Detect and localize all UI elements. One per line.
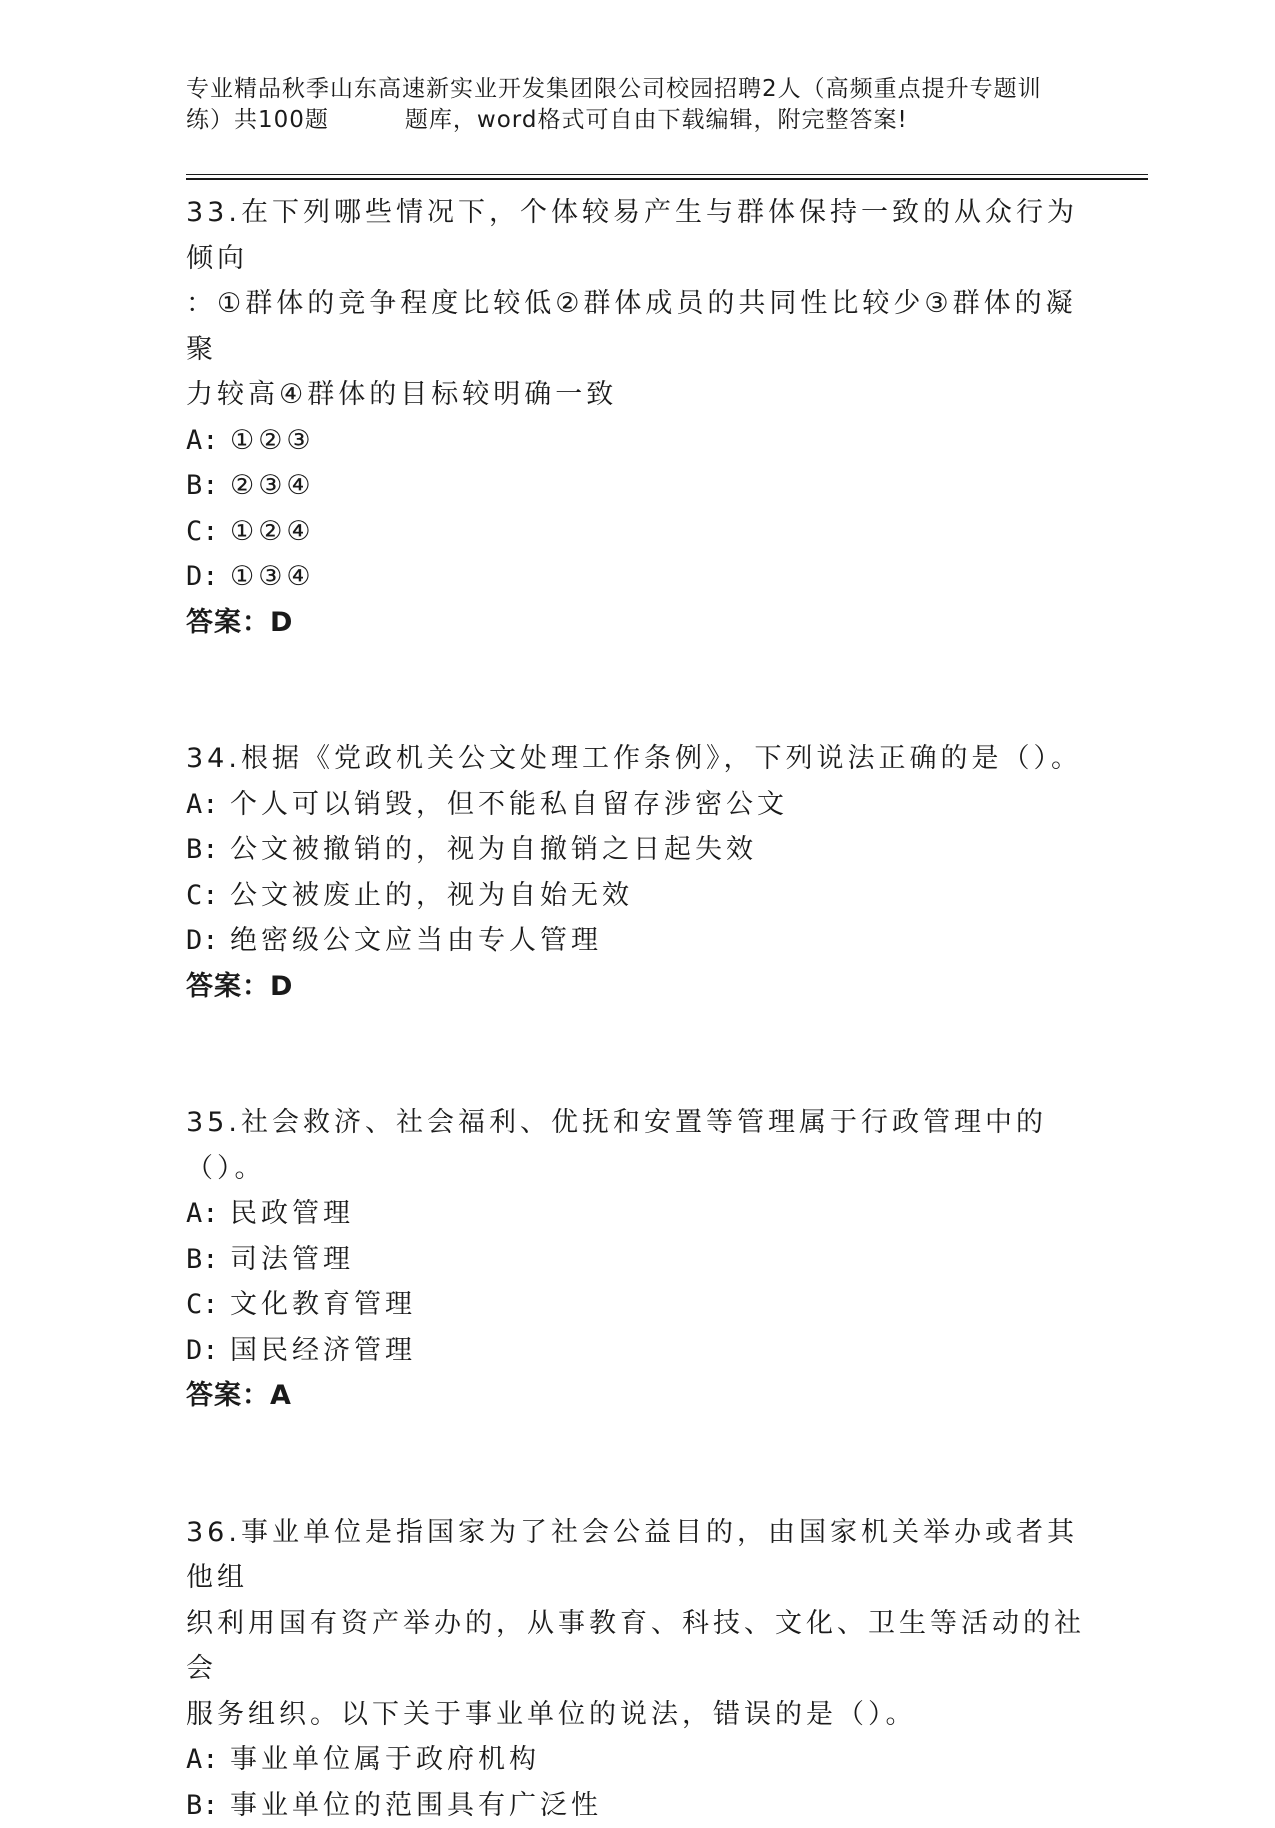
option-letter: C:: [186, 509, 230, 555]
header-line-1: 专业精品秋季山东高速新实业开发集团限公司校园招聘2人（高频重点提升专题训: [186, 74, 1086, 105]
question-stem-line: ：①群体的竞争程度比较低②群体成员的共同性比较少③群体的凝聚: [186, 281, 1086, 372]
option-letter: A:: [186, 782, 230, 828]
option-b: [186, 463, 1086, 509]
question-stem-line: 33.在下列哪些情况下，个体较易产生与群体保持一致的从众行为倾向: [186, 190, 1086, 281]
answer-line: 答案：D: [186, 964, 1086, 1010]
option-text: ②③④: [230, 470, 315, 501]
option-text: 司法管理: [230, 1244, 354, 1275]
page-header: [186, 74, 1086, 136]
option-letter: C:: [186, 1282, 230, 1328]
header-line-2-part-1: 练）共100题: [186, 107, 329, 133]
option-d: [186, 1328, 1086, 1374]
option-text: 公文被撤销的，视为自撤销之日起失效: [230, 834, 757, 865]
option-letter: B:: [186, 827, 230, 873]
option-c: [186, 509, 1086, 555]
header-line-2-part-2: 题库，word格式可自由下载编辑，附完整答案!: [405, 107, 908, 133]
question-stem-line: 36.事业单位是指国家为了社会公益目的，由国家机关举办或者其他组: [186, 1510, 1086, 1601]
option-d: [186, 554, 1086, 600]
question-stem-line: 34.根据《党政机关公文处理工作条例》，下列说法正确的是（）。: [186, 736, 1086, 782]
option-letter: C:: [186, 873, 230, 919]
question-36: [186, 1510, 1086, 1828]
option-letter: D:: [186, 918, 230, 964]
option-letter: A:: [186, 1191, 230, 1237]
option-a: [186, 1191, 1086, 1237]
option-text: 个人可以销毁，但不能私自留存涉密公文: [230, 789, 788, 820]
option-text: ①②④: [230, 516, 315, 547]
option-text: 事业单位属于政府机构: [230, 1744, 540, 1775]
option-letter: A:: [186, 1737, 230, 1783]
option-text: 民政管理: [230, 1198, 354, 1229]
option-text: 国民经济管理: [230, 1335, 416, 1366]
option-text: ①③④: [230, 561, 315, 592]
question-33: [186, 190, 1086, 645]
option-a: [186, 782, 1086, 828]
header-line-2: [186, 105, 1086, 136]
question-stem-line: 服务组织。以下关于事业单位的说法，错误的是（）。: [186, 1692, 1086, 1738]
option-d: [186, 918, 1086, 964]
option-b: [186, 1237, 1086, 1283]
option-b: [186, 827, 1086, 873]
option-a: [186, 418, 1086, 464]
option-b: [186, 1783, 1086, 1828]
option-a: [186, 1737, 1086, 1783]
option-letter: B:: [186, 1237, 230, 1283]
header-divider-thin: [186, 174, 1148, 175]
option-c: [186, 873, 1086, 919]
answer-line: 答案：A: [186, 1373, 1086, 1419]
option-text: 绝密级公文应当由专人管理: [230, 925, 602, 956]
option-text: 文化教育管理: [230, 1289, 416, 1320]
option-letter: D:: [186, 554, 230, 600]
option-text: 事业单位的范围具有广泛性: [230, 1790, 602, 1821]
question-list: [186, 190, 1086, 1828]
option-text: 公文被废止的，视为自始无效: [230, 880, 633, 911]
question-stem-line: 织利用国有资产举办的，从事教育、科技、文化、卫生等活动的社会: [186, 1601, 1086, 1692]
question-34: [186, 736, 1086, 1009]
question-stem-line: 力较高④群体的目标较明确一致: [186, 372, 1086, 418]
option-letter: B:: [186, 463, 230, 509]
question-stem-line: 35.社会救济、社会福利、优抚和安置等管理属于行政管理中的（）。: [186, 1100, 1086, 1191]
option-letter: D:: [186, 1328, 230, 1374]
option-letter: A:: [186, 418, 230, 464]
option-text: ①②③: [230, 425, 315, 456]
answer-line: 答案：D: [186, 600, 1086, 646]
option-c: [186, 1282, 1086, 1328]
header-divider-thick: [186, 178, 1148, 180]
option-letter: B:: [186, 1783, 230, 1828]
question-35: [186, 1100, 1086, 1419]
